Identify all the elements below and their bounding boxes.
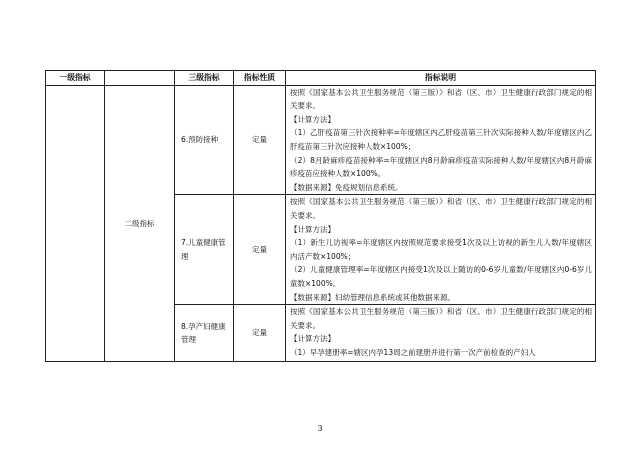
header-level3: 三级指标 — [175, 71, 234, 86]
indicator-name: 7.儿童健康管理 — [175, 195, 234, 305]
indicator-name: 8.孕产妇健康管理 — [175, 305, 234, 362]
indicator-nature: 定量 — [234, 305, 286, 362]
description-line: 【数据来源】免疫规划信息系统。 — [290, 182, 403, 192]
description-line: （1）早孕建册率=辖区内孕13周之前建册并进行第一次产前检查的产妇人 — [290, 347, 536, 357]
description-line: 【数据来源】妇幼管理信息系统或其他数据来源。 — [290, 292, 455, 302]
indicator-table — [45, 70, 596, 362]
description-line: 【计算方法】 — [290, 224, 335, 234]
description-line: （1）乙肝疫苗第三针次接种率=年度辖区内乙肝疫苗第三针次实际接种人数/年度辖区内乙肝疫苗第三针次应接种人数×100%； — [290, 128, 592, 151]
indicator-description — [286, 305, 596, 362]
indicator-description — [286, 85, 596, 195]
level2-cell: 二级指标 — [105, 85, 175, 362]
indicator-nature: 定量 — [234, 195, 286, 305]
description-line: 按照《国家基本公共卫生服务规范（第三版）》和省（区、市）卫生健康行政部门规定的相关要求。 — [290, 307, 592, 330]
description-line: （2）儿童健康管理率=年度辖区内接受1次及以上随访的0-6岁儿童数/年度辖区内0-6岁儿童数×100%。 — [290, 265, 592, 288]
description-line: 按照《国家基本公共卫生服务规范（第三版）》和省（区、市）卫生健康行政部门规定的相关要求。 — [290, 197, 592, 220]
header-level2 — [105, 71, 175, 86]
description-line: 按照《国家基本公共卫生服务规范（第三版）》和省（区、市）卫生健康行政部门规定的相关要求。 — [290, 87, 592, 111]
header-description: 指标说明 — [286, 71, 596, 86]
table-header-row — [46, 71, 596, 86]
header-level1: 一级指标 — [46, 71, 105, 86]
indicator-name: 6.预防接种 — [175, 85, 234, 195]
page-number: 3 — [317, 424, 323, 433]
indicator-nature: 定量 — [234, 85, 286, 195]
description-line: （2）8月龄麻疹疫苗接种率=年度辖区内8月龄麻疹疫苗实际接种人数/年度辖区内8月龄麻疹疫苗应接种人数×100%。 — [290, 155, 592, 179]
table-row — [46, 85, 596, 195]
header-nature: 指标性质 — [234, 71, 286, 86]
description-line: 【计算方法】 — [290, 114, 335, 124]
level1-cell — [46, 85, 105, 362]
indicator-description — [286, 195, 596, 305]
description-line: 【计算方法】 — [290, 334, 335, 344]
description-line: （1）新生儿访视率=年度辖区内按照规范要求接受1次及以上访视的新生儿人数/年度辖区内活产数×100%； — [290, 238, 592, 261]
